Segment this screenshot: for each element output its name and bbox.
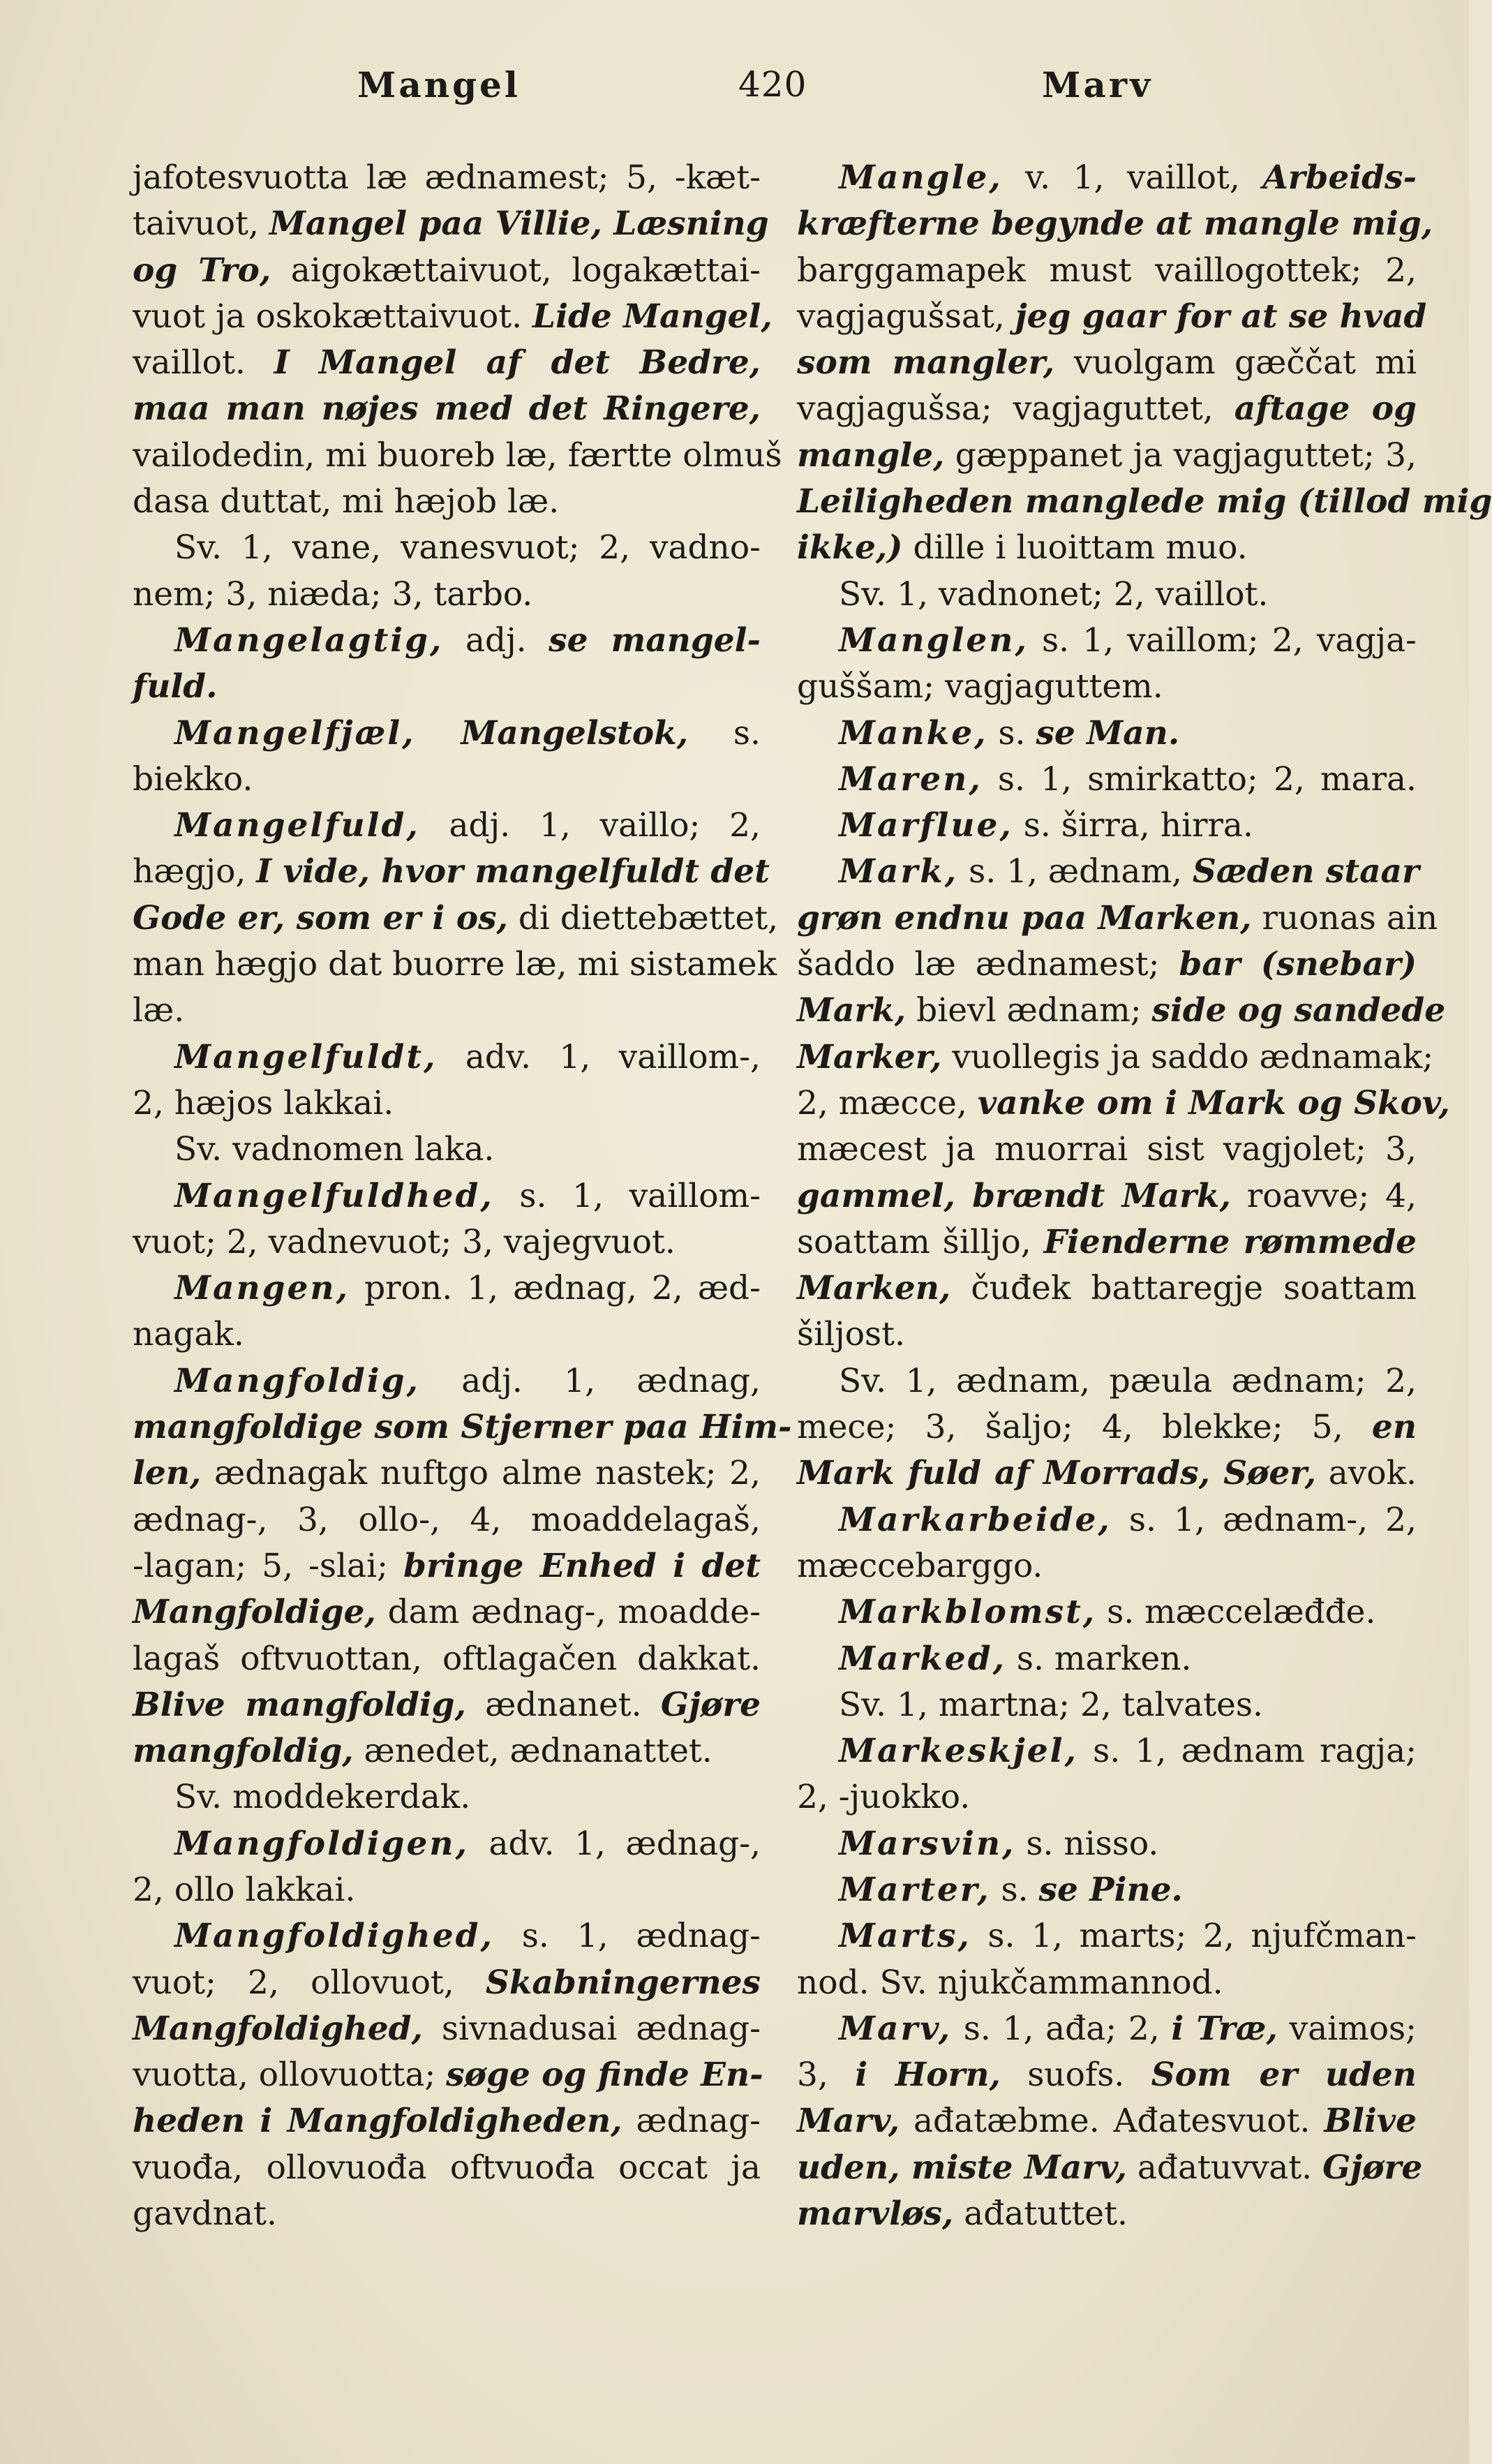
headword: Maren, — [839, 759, 983, 799]
text-segment: s. 1, vaillom; 2, vagja- — [1028, 621, 1417, 660]
text-line — [133, 1682, 761, 1728]
italic-text: Fienderne rømmede — [1043, 1222, 1417, 1261]
italic-text: Marker, — [797, 1037, 942, 1076]
italic-text: bringe Enhed i det — [403, 1546, 761, 1585]
text-line — [797, 803, 1417, 849]
italic-text: i Træ, — [1171, 2009, 1278, 2048]
italic-text: og Tro, — [133, 251, 271, 290]
text-segment: s. mæccelæđđe. — [1096, 1593, 1376, 1632]
text-line — [133, 1081, 761, 1127]
text-segment: Sv. 1, martna; 2, talvates. — [839, 1685, 1263, 1724]
text-segment: vaimos; — [1277, 2009, 1417, 2048]
text-segment: vuođa, ollovuođa oftvuođa occat ja — [133, 2148, 761, 2187]
text-segment: ađatæbme. Ađatesvuot. — [900, 2102, 1325, 2141]
headword: Mangen, — [174, 1269, 350, 1308]
text-segment: Sv. vadnomen laka. — [174, 1130, 495, 1169]
text-segment: guššam; vagjaguttem. — [797, 667, 1163, 706]
text-line — [797, 525, 1417, 571]
headword: Mangelagtig, — [174, 621, 444, 660]
text-line — [133, 1034, 761, 1081]
text-segment: 3, — [797, 2056, 856, 2095]
text-line — [797, 294, 1427, 340]
text-line — [133, 1774, 761, 1820]
italic-text: som mangler, — [797, 343, 1055, 383]
text-segment: bievl ædnam; — [906, 991, 1152, 1030]
text-segment: 2, mæcce, — [797, 1083, 978, 1122]
italic-text: len, — [133, 1454, 202, 1493]
text-line — [797, 1543, 1417, 1589]
text-line — [797, 1497, 1417, 1543]
text-segment: ædnag-, 3, ollo-, 4, moaddelagaš, — [133, 1500, 761, 1539]
text-line — [133, 572, 761, 618]
headword: Markblomst, — [839, 1593, 1097, 1632]
text-line — [797, 479, 1492, 525]
text-segment: ađatuvvat. — [1126, 2148, 1323, 2187]
text-line — [133, 1266, 761, 1312]
text-line — [133, 664, 761, 710]
italic-text: Leiligheden manglede mig (tillod mig — [797, 482, 1492, 521]
text-line — [797, 849, 1417, 895]
text-segment: s. 1, ædnam-, 2, — [1111, 1500, 1417, 1539]
text-segment: s. 1, vaillom- — [493, 1176, 761, 1215]
text-line — [797, 2191, 1417, 2237]
text-line — [133, 2006, 761, 2052]
text-segment: suofs. — [1000, 2056, 1151, 2095]
text-segment: 2, ollo lakkai. — [133, 1870, 356, 1909]
italic-text: bar (snebar) — [1179, 945, 1417, 984]
text-segment: s. 1, marts; 2, njufčman- — [971, 1917, 1417, 1956]
italic-text: grøn endnu paa Marken, — [797, 898, 1252, 937]
text-segment: ædnagak nuftgo alme nastek; 2, — [201, 1454, 761, 1493]
headword: Mangfoldig, — [174, 1361, 420, 1400]
text-segment: adj. — [443, 621, 549, 660]
text-segment: šiljost. — [797, 1315, 905, 1354]
text-line — [797, 1034, 1434, 1081]
text-segment: Sv. 1, vadnonet; 2, vaillot. — [839, 574, 1269, 614]
text-segment: jafotesvuotta læ ædnamest; 5, -kæt- — [133, 158, 761, 197]
text-line — [797, 664, 1417, 710]
text-line — [133, 201, 769, 247]
italic-text: Mark, — [797, 991, 907, 1030]
text-segment: lagaš oftvuottan, oftlagačen dakkat. — [133, 1639, 761, 1678]
text-segment: gæppanet ja vagjaguttet; 3, — [944, 436, 1417, 475]
text-line — [133, 1358, 761, 1404]
italic-text: Mangfoldige, — [133, 1593, 376, 1632]
italic-text: Marken, — [797, 1269, 951, 1308]
headword: Manglen, — [839, 621, 1029, 660]
text-line — [797, 1636, 1417, 1682]
italic-text: en — [1371, 1408, 1417, 1447]
text-segment: avok. — [1316, 1454, 1417, 1493]
text-line — [133, 1404, 792, 1450]
text-line — [797, 1081, 1450, 1127]
text-line — [797, 2145, 1423, 2191]
italic-text: Som er uden — [1151, 2056, 1417, 2095]
italic-text: Arbeids- — [1262, 158, 1417, 197]
text-line — [133, 849, 770, 895]
text-segment: s. 1, ædnam, — [958, 852, 1193, 891]
text-segment: roavve; 4, — [1230, 1176, 1417, 1215]
headword: Mangelfuldt, — [174, 1037, 438, 1076]
text-line — [133, 1960, 761, 2006]
text-line — [133, 988, 761, 1034]
text-line — [133, 248, 761, 294]
italic-text: ikke,) — [797, 528, 903, 567]
italic-text: Sæden staar — [1192, 852, 1419, 891]
italic-text: Marv, — [797, 2102, 900, 2141]
text-line — [797, 1312, 1417, 1358]
text-line — [797, 2006, 1417, 2052]
text-line — [797, 1913, 1417, 1959]
text-segment: mece; 3, šaljo; 4, blekke; 5, — [797, 1408, 1372, 1447]
text-segment: s. — [688, 713, 761, 752]
text-segment: mæccebarggo. — [797, 1546, 1043, 1585]
text-line — [133, 1636, 761, 1682]
text-segment — [416, 714, 461, 752]
text-line — [133, 1913, 761, 1959]
text-segment: s. — [990, 1870, 1039, 1909]
text-line — [797, 1450, 1417, 1497]
italic-text: i Horn, — [855, 2056, 1001, 2095]
text-line — [797, 1589, 1417, 1635]
italic-text: I Mangel af det Bedre, — [274, 343, 761, 383]
italic-text: Skabningernes — [485, 1963, 761, 2002]
text-line — [133, 757, 761, 803]
text-line — [797, 618, 1417, 664]
text-line — [133, 1173, 761, 1219]
text-segment: ædnanet. — [465, 1685, 661, 1724]
text-segment: s. 1, smirkatto; 2, mara. — [982, 759, 1417, 799]
headword: Marv, — [839, 2009, 953, 2048]
text-segment: adv. 1, vaillom-, — [437, 1037, 761, 1076]
italic-text: se Man. — [1036, 713, 1180, 752]
italic-text: mangfoldige som Stjerner paa Him- — [133, 1408, 792, 1447]
text-line — [797, 1682, 1417, 1728]
text-segment: barggamapek must vaillogottek; 2, — [797, 251, 1417, 290]
text-line — [797, 1173, 1417, 1219]
headword: Manke, — [839, 713, 988, 752]
text-segment: vagjagušsat, — [797, 297, 1015, 336]
text-segment: s. nisso. — [1015, 1824, 1159, 1863]
italic-text: Mangfoldighed, — [133, 2009, 423, 2048]
text-line — [133, 1867, 761, 1913]
text-segment: gavdnat. — [133, 2195, 277, 2234]
text-segment: Sv. moddekerdak. — [174, 1778, 471, 1817]
italic-text: Mangelstok, — [461, 713, 689, 752]
italic-text: marvløs, — [797, 2195, 954, 2234]
text-segment: s. 1, ædnag- — [493, 1917, 761, 1956]
italic-text: maa man nøjes med det Ringere, — [133, 389, 761, 429]
italic-text: uden, miste Marv, — [797, 2148, 1127, 2187]
italic-text: Gjøre — [1322, 2148, 1423, 2187]
text-line — [133, 294, 773, 340]
text-segment: soattam šilljo, — [797, 1222, 1044, 1261]
headword: Mangfoldighed, — [174, 1917, 494, 1956]
text-segment: vuollegis ja saddo ædnamak; — [941, 1037, 1434, 1076]
text-line — [133, 340, 761, 386]
text-segment: ænedet, ædnanattet. — [353, 1732, 713, 1771]
text-segment: -lagan; 5, -slai; — [133, 1546, 403, 1585]
text-segment: adv. 1, ædnag-, — [468, 1824, 761, 1863]
text-line — [133, 433, 782, 479]
text-line — [133, 711, 761, 757]
running-header — [133, 64, 1417, 120]
text-segment: biekko. — [133, 759, 253, 799]
text-segment: 2, -juokko. — [797, 1778, 971, 1817]
text-line — [133, 1127, 761, 1173]
headword: Mangelfjæl, — [174, 713, 416, 752]
text-line — [133, 1728, 761, 1774]
italic-text: mangle, — [797, 436, 945, 475]
italic-text: heden i Mangfoldigheden, — [133, 2102, 622, 2141]
text-segment: ædnag- — [622, 2102, 761, 2141]
text-segment: s. 1, ædnam ragja; — [1077, 1732, 1417, 1771]
headword: Mangelfuldhed, — [174, 1176, 494, 1215]
headword: Marked, — [839, 1639, 1006, 1678]
text-line — [133, 1219, 761, 1266]
text-segment: ađatuttet. — [953, 2195, 1128, 2234]
text-line — [797, 1821, 1417, 1867]
page-number: 420 — [738, 64, 807, 105]
text-line — [133, 479, 761, 525]
italic-text: Blive — [1324, 2102, 1417, 2141]
text-line — [133, 1589, 761, 1635]
headword: Marts, — [839, 1917, 971, 1956]
text-segment: s. širra, hirra. — [1013, 806, 1253, 845]
text-line — [797, 1358, 1417, 1404]
text-segment: s. marken. — [1006, 1639, 1192, 1678]
text-segment: pron. 1, ædnag, 2, æd- — [349, 1269, 761, 1308]
italic-text: Mark fuld af Morrads, Søer, — [797, 1454, 1317, 1493]
text-segment: vagjagušsa; vagjaguttet, — [797, 389, 1234, 429]
text-segment: s. — [987, 713, 1036, 752]
text-segment: adj. 1, ædnag, — [419, 1361, 761, 1400]
text-line — [133, 618, 761, 664]
text-segment: taivuot, — [133, 205, 269, 244]
headword: Mangle, — [839, 158, 1003, 197]
text-segment: aigokættaivuot, logakættai- — [271, 251, 761, 290]
text-segment: ruonas ain — [1251, 898, 1438, 937]
text-line — [133, 942, 777, 988]
text-segment: dasa duttat, mi hæjob læ. — [133, 482, 560, 521]
text-line — [797, 1960, 1417, 2006]
text-line — [133, 1497, 761, 1543]
italic-text: I vide, hvor mangelfuldt det — [256, 852, 770, 891]
text-line — [797, 757, 1417, 803]
italic-text: Mangel paa Villie, Læsning — [269, 205, 769, 244]
text-segment: læ. — [133, 991, 185, 1030]
italic-text: søge og finde En- — [446, 2056, 763, 2095]
text-line — [797, 2098, 1417, 2144]
text-line — [797, 433, 1417, 479]
text-segment: hægjo, — [133, 852, 257, 891]
text-segment: vuot; 2, ollovuot, — [133, 1963, 486, 2002]
text-line — [133, 2052, 761, 2098]
text-line — [133, 2145, 761, 2191]
text-segment: nem; 3, niæda; 3, tarbo. — [133, 574, 533, 614]
text-line — [133, 1450, 761, 1497]
text-line — [797, 2052, 1417, 2098]
text-segment: Sv. 1, ædnam, pæula ædnam; 2, — [839, 1361, 1417, 1400]
text-line — [797, 1127, 1417, 1173]
text-segment: Sv. 1, vane, vanesvuot; 2, vadno- — [174, 528, 761, 567]
text-segment: čuđek battaregje soattam — [950, 1269, 1417, 1308]
text-line — [797, 896, 1438, 942]
text-line — [797, 572, 1417, 618]
headword: Mangfoldigen, — [174, 1824, 469, 1863]
text-line — [133, 896, 779, 942]
italic-text: aftage og — [1234, 389, 1417, 429]
italic-text: side og sandede — [1151, 991, 1446, 1030]
text-line — [133, 1543, 761, 1589]
text-segment: vuotta, ollovuotta; — [133, 2056, 447, 2095]
headword: Markeskjel, — [839, 1732, 1078, 1771]
text-line — [797, 1219, 1417, 1266]
text-segment: vaillot. — [133, 343, 274, 383]
text-segment: mæcest ja muorrai sist vagjolet; 3, — [797, 1130, 1417, 1169]
italic-text: se Pine. — [1038, 1870, 1183, 1909]
text-line — [797, 1728, 1417, 1774]
text-segment: vuolgam gæččat mi — [1054, 343, 1417, 383]
italic-text: kræfterne begynde at mangle mig, — [797, 205, 1433, 244]
text-line — [797, 155, 1417, 201]
text-line — [133, 803, 761, 849]
text-segment: man hægjo dat buorre læ, mi sistamek — [133, 945, 777, 984]
text-line — [797, 711, 1417, 757]
text-line — [133, 2098, 761, 2144]
text-segment: vailodedin, mi buoreb læ, færtte olmuš — [133, 436, 782, 475]
text-segment: dam ædnag-, moadde- — [375, 1593, 761, 1632]
header-left-guide-word: Mangel — [357, 64, 521, 105]
text-segment: 2, hæjos lakkai. — [133, 1083, 394, 1122]
headword: Marsvin, — [839, 1824, 1016, 1863]
text-line — [133, 155, 761, 201]
italic-text: Gode er, som er i os, — [133, 898, 508, 937]
text-line — [797, 1266, 1417, 1312]
italic-text: Gjøre — [660, 1685, 761, 1724]
headword: Marter, — [839, 1870, 991, 1909]
italic-text: fuld. — [133, 667, 218, 706]
text-line — [133, 386, 761, 432]
text-line — [797, 386, 1417, 432]
text-segment: di diettebættet, — [507, 898, 779, 937]
text-line — [133, 2191, 761, 2237]
headword: Mangelfuld, — [174, 806, 420, 845]
text-line — [133, 525, 761, 571]
text-line — [797, 340, 1417, 386]
text-line — [133, 1821, 761, 1867]
text-segment: vuot; 2, vadnevuot; 3, vajegvuot. — [133, 1222, 676, 1261]
italic-text: vanke om i Mark og Skov, — [977, 1083, 1450, 1122]
italic-text: se mangel- — [549, 621, 761, 660]
right-column — [797, 155, 1492, 2237]
italic-text: jeg gaar for at se hvad — [1015, 297, 1427, 336]
text-line — [797, 1867, 1417, 1913]
text-line — [797, 201, 1433, 247]
text-line — [797, 248, 1417, 294]
italic-text: Lide Mangel, — [532, 297, 773, 336]
text-line — [797, 942, 1417, 988]
text-segment: v. 1, vaillot, — [1002, 158, 1263, 197]
text-segment: vuot ja oskokættaivuot. — [133, 297, 533, 336]
text-line — [797, 1774, 1417, 1820]
headword: Mark, — [839, 852, 959, 891]
text-segment: adj. 1, vaillo; 2, — [419, 806, 761, 845]
text-segment: s. 1, ađa; 2, — [952, 2009, 1172, 2048]
italic-text: mangfoldig, — [133, 1732, 354, 1771]
text-segment: nod. Sv. njukčammannod. — [797, 1963, 1223, 2002]
text-line — [133, 1312, 761, 1358]
italic-text: gammel, brændt Mark, — [797, 1176, 1231, 1215]
header-right-guide-word: Marv — [1042, 64, 1154, 105]
left-column — [133, 155, 792, 2237]
italic-text: Blive mangfoldig, — [133, 1685, 466, 1724]
text-segment: sivnadusai ædnag- — [422, 2009, 761, 2048]
text-segment: nagak. — [133, 1315, 244, 1354]
text-segment: dille i luoittam muo. — [902, 528, 1248, 567]
headword: Markarbeide, — [839, 1500, 1112, 1539]
text-segment: šaddo læ ædnamest; — [797, 945, 1179, 984]
text-line — [797, 1404, 1417, 1450]
text-line — [797, 988, 1446, 1034]
headword: Marflue, — [839, 806, 1013, 845]
